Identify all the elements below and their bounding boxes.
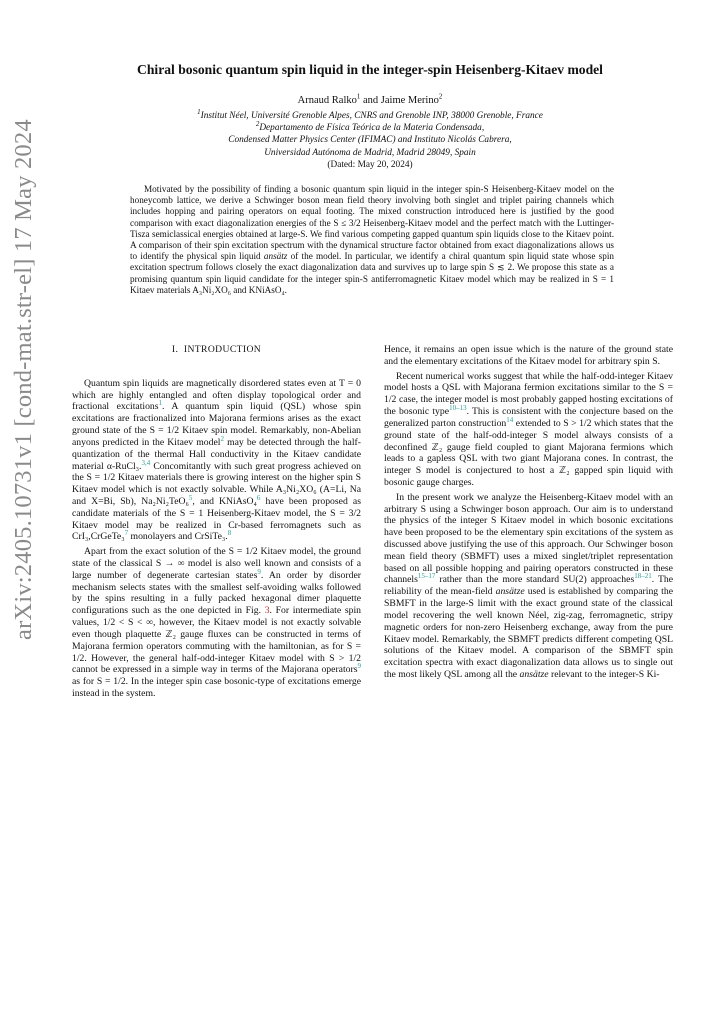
citation-link[interactable]: 5 [188, 493, 193, 502]
figure-link[interactable]: 3 [264, 605, 270, 617]
author-line [60, 92, 680, 106]
author-conjunction: and [363, 95, 379, 106]
paper-title: Chiral bosonic quantum spin liquid in the integer-spin Heisenberg-Kitaev model [137, 62, 603, 77]
citation-link[interactable]: 15–17 [417, 572, 436, 581]
body-paragraph: In the present work we analyze the Heisenberg-Kitaev model with an arbitrary S using a Schwinger boson approach. Our aim is to understand the physics of the integer S Kitaev model in which bosonic excitations have been proposed to be the elementary spin excitations of the system as discussed above justifying the use of this approach. Our Schwinger boson mean field theory (SBMFT) uses a mixed singlet/triplet representation based on all possible hopping and pairing operators constructed in these channels$^{15-17}$ rather than the more standard SU(2) approaches$^{18-21}$. The reliability of the mean-field ansätze used is established by comparing the SBMFT in the large-S limit with the exact ground state of the classical model recovering the well known Néel, zig-zag, ferromagnetic, stripy magnetic orders for non-zero Heisenberg exchange, away from the pure Kitaev model. Remarkably, the SBMFT predicts different competing QSL solutions of the Kitaev model. A comparison of the SBMFT spin excitation spectra with exact diagonalization data allows us to single out the most likely QSL among all the ansätze relevant to the integer-S Ki- [384, 491, 674, 680]
affiliation-line: $^1$Institut Néel, Université Grenoble Alpes, CNRS and Grenoble INP, 38000 Grenoble, France [197, 107, 543, 121]
body-paragraph: Hence, it remains an open issue which is the nature of the ground state and the elementary excitations of the Kitaev model for arbitrary spin S. [384, 344, 673, 367]
affiliation-line: $^2$Departamento de Física Teórica de la Materia Condensada, [255, 120, 485, 134]
citation-link[interactable]: 7 [124, 529, 129, 538]
citation-link[interactable]: 8 [227, 529, 232, 538]
affiliations [60, 107, 680, 171]
citation-link[interactable]: 9 [357, 662, 361, 671]
citation-link[interactable]: 10–13 [449, 403, 467, 412]
author-name: Jaime Merino [380, 95, 439, 106]
body-paragraph: Recent numerical works suggest that while the half-odd-integer Kitaev model hosts a QSL with Majorana fermion excitations similar to the S = 1/2 case, the integer model is most probably gapped hosting excitations of the bosonic type$^{10-13}$. This is consistent with the conjecture based on the generalized parton construction$^{14}$ extended to S > 1/2 which states that the ground state of the half-odd-integer S model always consists of a deconfined ℤ₂ gauge field coupled to giant Majorana fermions which leads to a gapless QSL with two giant Majorana cones. In contrast, the integer S model is conjectured to host a ℤ₂ gapped spin liquid with bosonic gauge charges. [384, 370, 674, 488]
affiliation-line: Universidad Autónoma de Madrid, Madrid 28049, Spain [264, 147, 476, 158]
affiliation-marker: 2 [438, 92, 443, 101]
arxiv-identifier-stamp: arXiv:2405.10731v1 [cond-mat.str-el] 17 May 2024 [10, 119, 37, 640]
citation-link[interactable]: 14 [506, 415, 514, 424]
citation-link[interactable]: 6 [256, 493, 261, 502]
body-paragraph: Apart from the exact solution of the S = 1/2 Kitaev model, the ground state of the classical S → ∞ model is also well known and consists of a large number of degenerate cartesian states$^9$. An order by disorder mechanism selects states with the smallest self-avoiding walks followed by the spins resulting in a fully packed hexagonal dimer plaquette configurations such as the one depicted in Fig. 3. For intermediate spin values, 1/2 < S < ∞, however, the Kitaev model is not exactly solvable even though plaquette ℤ₂ gauge fluxes can be constructed in terms of Majorana fermion operators commuting with the hamiltonian, as for S = 1/2. However, the general half-odd-integer Kitaev model with S > 1/2 cannot be expressed in a simple way in terms of the Majorana operators$^9$ as for S = 1/2. In the integer spin case bosonic-type of excitations emerge instead in the system. [72, 546, 361, 699]
citation-link[interactable]: 9 [257, 567, 261, 576]
affiliation-marker: 1 [356, 92, 361, 101]
citation-link[interactable]: 1 [158, 399, 163, 408]
citation-link[interactable]: 2 [220, 434, 224, 443]
dated-line: (Dated: May 20, 2024) [327, 159, 413, 170]
abstract [130, 184, 614, 296]
left-column [72, 344, 361, 703]
author-name: Arnaud Ralko [297, 95, 357, 106]
abstract-paragraph: Motivated by the possibility of finding a bosonic quantum spin liquid in the integer spin-S Heisenberg-Kitaev model on the honeycomb lattice, we derive a Schwinger boson mean field theory involving both singlet and triplet pairing channels which includes hopping and pairing operators on equal footing. The mixed construction introduced here is justified by the good comparison with exact diagonalization energies of the S ≤ 3/2 Heisenberg-Kitaev model and the perfect match with the Luttinger-Tisza semiclassical energies obtained at large-S. We find various competing gapped quantum spin liquids close to the Kitaev point. A comparison of their spin excitation spectrum with the dynamical structure factor obtained from exact diagonalizations allows us to identify the physical spin liquid ansätz of the model. In particular, we identify a chiral quantum spin liquid state whose spin excitation spectrum follows closely the exact diagonalization data and survives up to large spin S ≲ 2. We propose this state as a promising quantum spin liquid candidate for the integer spin-S antiferromagnetic Kitaev model which may be realized in S = 1 Kitaev materials A₃Ni₂XO₆ and KNiAsO₄. [130, 184, 614, 295]
affiliation-line: Condensed Matter Physics Center (IFIMAC) and Instituto Nicolás Cabrera, [228, 135, 512, 146]
right-column [384, 344, 673, 684]
body-paragraph: Quantum spin liquids are magnetically disordered states even at T = 0 which are highly entangled and often display topological order and fractional excitations$^1$. A quantum spin liquid (QSL) whose spin excitations are fractionalized into Majorana fermions arises as the exact ground state of the S = 1/2 Kitaev spin model. Remarkably, non-Abelian anyons predicted in the Kitaev model$^2$ may be detected through the half-quantization of the thermal Hall conductivity in the Kitaev candidate material α-RuCl₃.$^{3,4}$ Concomitantly with such great progress achieved on the S = 1/2 Kitaev materials there is growing interest on the higher spin S Kitaev model which is not exactly solvable. While A₃Ni₂XO₆ (A=Li, Na and X=Bi, Sb), Na₂Ni₂TeO₆$^5$, and KNiAsO₄$^6$ have been proposed as candidate materials of the S = 1 Heisenberg-Kitaev model, the S = 3/2 Kitaev model may be realized in Cr-based ferromagnets such as CrI₃,CrGeTe₃$^7$ monolayers and CrSiTe₃.$^8$ [72, 377, 361, 543]
citation-link[interactable]: 3,4 [141, 458, 151, 467]
section-heading: I. INTRODUCTION [171, 344, 262, 355]
citation-link[interactable]: 18–21 [634, 572, 652, 581]
